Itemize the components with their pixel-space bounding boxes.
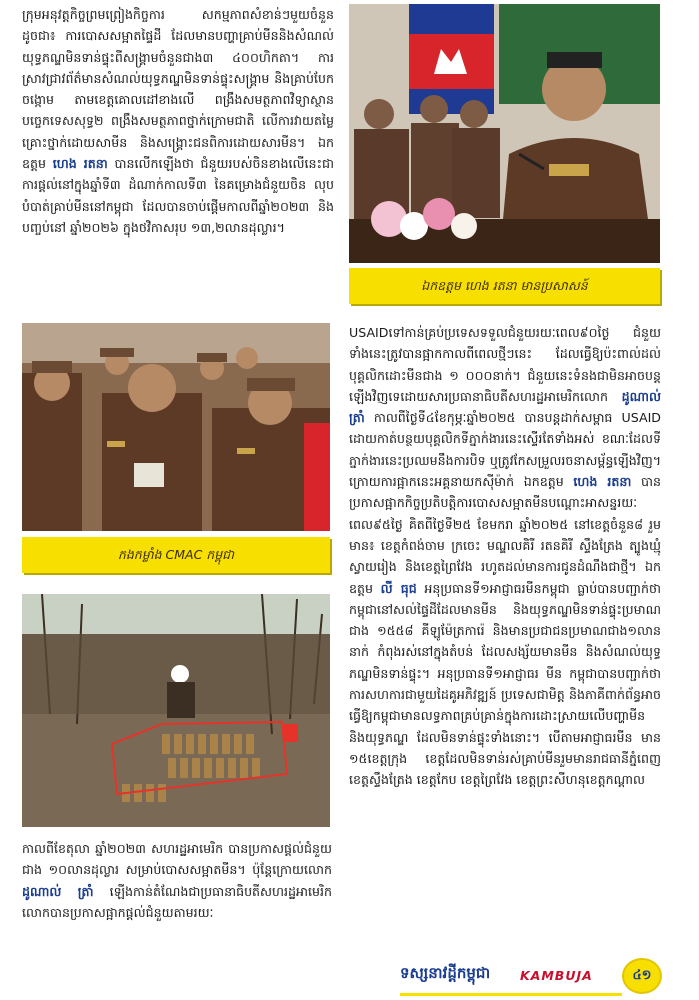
article-paragraph-top (22, 4, 334, 304)
person-name-ly-thuch: លី ធុជ (380, 580, 417, 596)
photo-caption-cmac: កងកម្លាំង CMAC កម្ពុជា (22, 537, 330, 573)
person-name-trump: ដូណាល់ ត្រាំ (349, 388, 661, 426)
article-paragraph-bottom-left (22, 838, 332, 948)
photo-demining-field (22, 594, 330, 827)
paragraph-text: ឡើងកាន់តំណែងជាប្រធានាធិបតីសហរដ្ឋអាមេរិក លោកបានប្រកាសផ្អាកផ្តល់ជំនួយតាមរយៈ (22, 883, 332, 920)
photo-caption-speaker: ឯកឧត្តម ហេង រតនា មានប្រសាសន៍ (349, 268, 660, 304)
paragraph-text: កាលពីថ្ងៃទី៤ខែកុម្ភៈឆ្នាំ២០២៥ បានបន្តដាក់សម្ពាធ USAID ដោយកាត់បន្ថយបុគ្គលិកទីភ្នាក់ងារនេះស្ទើរតែទាំងអស់ ខណៈដែលទីភ្នាក់ងារនេះប្រឈមនឹងការបិទ ឬត្រូវកែសម្រួលរចនាសម្ព័ន្ធឡើងវិញ។ ក្រោយការផ្អាកនេះអគ្គនាយកស៊ីម៉ាក់ ឯកឧត្តម (349, 410, 661, 490)
magazine-name: ទស្សនាវដ្តីកម្ពុជា (400, 964, 491, 982)
page-number-badge: ៤១ (622, 958, 662, 994)
paragraph-text: USAIDទៅកាន់គ្រប់ប្រទេសទទួលជំនួយរយៈពេល៩០ថ្ងៃ ជំនួយទាំងនេះត្រូវបានផ្អាកកាលពីពេលថ្មីៗនេះ ដែលធ្វើឱ្យប៉ះពាល់ដល់បុគ្គលិកដោះមីនជាង ១ ០០០នាក់។ ជំនួយនេះទំនងជាមិនអាចបន្តឡើងវិញទេដោយសារប្រធានាធិបតីសហរដ្ឋអាមេរិកលោក (349, 325, 661, 404)
magazine-brand: KAMBUJA (520, 968, 593, 983)
person-name-heng-ratana: ហេង រតនា (573, 474, 632, 490)
paragraph-text: ក្រុមអនុវត្តកិច្ចព្រមព្រៀងកិច្ចការ សកម្មភាពសំខាន់ៗមួយចំនួនដូចជា៖ ការបោសសម្អាតផ្ទៃដី ដែលមានបញ្ហាគ្រាប់មីននិងសំណល់យុទ្ធភណ្ឌមិនទាន់ផ្ទុះពីសង្គ្រាមចំនួនជាង៣ ៤០០ហិកតា។ ការស្រាវជ្រាវព័ត៌មានសំណល់យុទ្ធភណ្ឌមិនទាន់ផ្ទុះសង្គ្រាម និងគ្រាប់បែកចង្កោម តាមខេត្តគោលដៅខាងលើ ពង្រឹងសមត្ថភាពវិទ្យាស្ថានបច្ចេកទេសសុទ្ធ២ ពង្រឹងសមត្ថភាពថ្នាក់ក្រោមជាតិ លើការវាយតម្លៃគ្រោះថ្នាក់ដោយសាមីន និងសង្គ្រោះជនពិការដោយសារមីន។ ឯកឧត្តម (22, 7, 334, 172)
paragraph-text: បានលើកឡើងថា ជំនួយរបស់ចិនខាងលើនេះជាការផ្តល់នៅក្នុងឆ្នាំទី៣ ដំណាក់កាលទី៣ នៃគម្រោងជំនួយចិន លុបបំបាត់គ្រាប់មីននៅកម្ពុជា ដែលបានចាប់ផ្តើមកាលពីឆ្នាំ២០២៣ និងបញ្ចប់នៅ ឆ្នាំ២០២៦ ក្នុងថវិកាសរុប ១៣,២លានដុល្លារ។ (22, 156, 334, 235)
cmac-photo-illustration (22, 323, 330, 531)
paragraph-text: បានប្រកាសផ្អាកកិច្ចប្រតិបត្តិការបោសសម្អាតមីនបណ្តោះអាសន្នរយៈពេល៩៥ថ្ងៃ គិតពីថ្ងៃទី២៥ ខែមករា ឆ្នាំ២០២៥ នៅខេត្តចំនួន៨ រួមមាន៖ ខេត្តកំពង់ចាម ក្រចេះ មណ្ឌលគិរី រតនគិរី ស្ទឹងត្រែង ត្បូងឃ្មុំ ស្វាយរៀង និងខេត្តព្រៃវែង រហូតដល់មានការជូនដំណឹងជាថ្មី។ ឯកឧត្តម (349, 474, 661, 596)
person-name-heng-ratana: ហេង រតនា (52, 156, 108, 172)
demining-photo-illustration (22, 594, 330, 827)
speaker-photo-illustration (349, 4, 660, 263)
photo-speaker (349, 4, 660, 263)
footer-rule (400, 993, 622, 996)
article-paragraph-right (349, 322, 661, 948)
person-name-trump: ដូណាល់ ត្រាំ (22, 883, 94, 899)
page-footer (400, 958, 690, 994)
paragraph-text: កាលពីខែតុលា ឆ្នាំ២០២៣ សហរដ្ឋអាមេរិក បានប្រកាសផ្តល់ជំនួយជាង ១០លានដុល្លារ សម្រាប់បោសសម្អាតមីន។ ប៉ុន្តែក្រោយលោក (22, 841, 332, 878)
paragraph-text: អនុប្រធានទី១អាជ្ញាធរមីនកម្ពុជា ធ្លាប់បានបញ្ជាក់ថា កម្ពុជានៅសល់ផ្ទៃដីដែលមានមីន និងយុទ្ធភណ្ឌមិនទាន់ផ្ទុះប្រមាណជាង ១៥៥៨ គីឡូម៉ែត្រការ៉េ និងមានប្រជាជនប្រមាណជាង១លាននាក់ កំពុងរស់នៅក្នុងតំបន់ ដែលសង្ស័យមានមីន និងសំណល់យុទ្ធភណ្ឌមិនទាន់ផ្ទុះ។ អនុប្រធានទី១អាជ្ញាធរ មីន កម្ពុជាបានបញ្ជាក់ថា ការសហការជាមួយដៃគូអភិវឌ្ឍន៍ ប្រទេសជាមិត្ត និងភាគីពាក់ព័ន្ធអាចធ្វើឱ្យកម្ពុជាមានលទ្ធភាពគ្រប់គ្រាន់ក្នុងការដោះស្រាយលើបញ្ហាមីន និងយុទ្ធភណ្ឌ ដែលមិនទាន់ផ្ទុះទាំងនោះ។ បើតាមអាជ្ញាធរមីន មាន ១៥ខេត្តក្រុង ខេត្តដែលមិនទាន់រស់គ្រាប់មីនរួមមានរាជធានីភ្នំពេញ ខេត្តស្ទឹងត្រែង ខេត្តកែប ខេត្តព្រៃវែង ខេត្តព្រះសីហនុខេត្តកណ្តាល (349, 580, 661, 788)
photo-cmac-officers (22, 323, 330, 531)
